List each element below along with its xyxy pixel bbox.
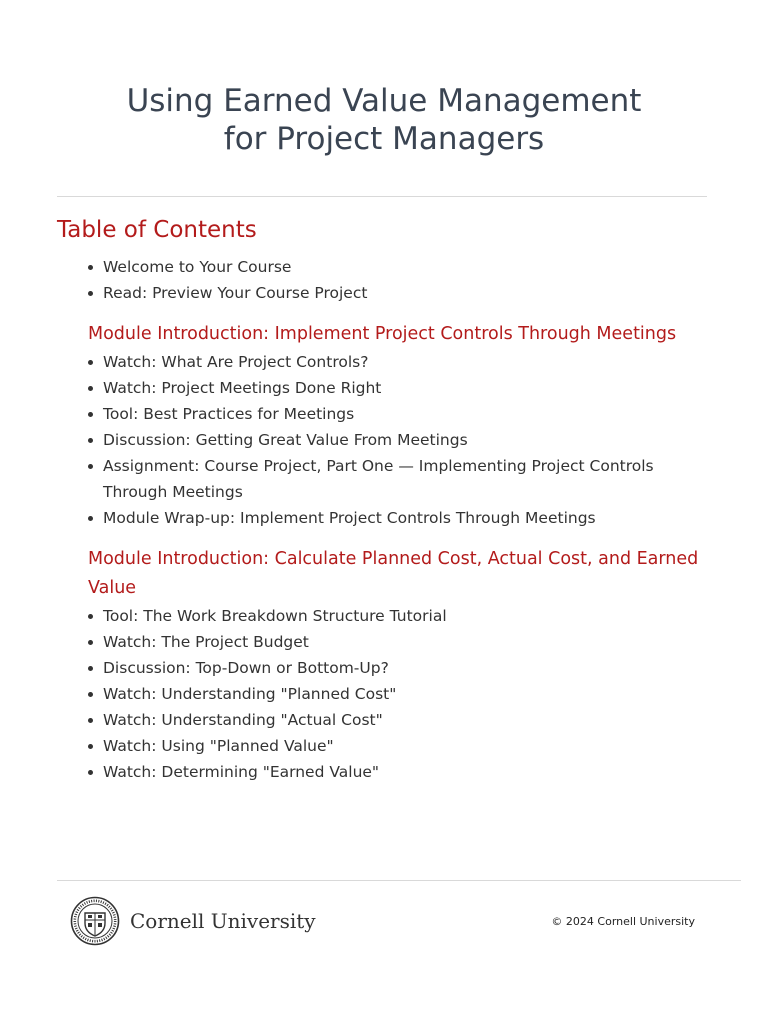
document-title [0, 82, 768, 158]
module-1-list [88, 349, 708, 531]
toc-item-earned-value[interactable]: Watch: Determining "Earned Value" [88, 759, 708, 785]
toc-item-project-controls[interactable]: Watch: What Are Project Controls? [88, 349, 708, 375]
toc-item-best-practices[interactable]: Tool: Best Practices for Meetings [88, 401, 708, 427]
table-of-contents [88, 254, 708, 785]
module-2-list [88, 603, 708, 785]
toc-item-actual-cost[interactable]: Watch: Understanding "Actual Cost" [88, 707, 708, 733]
toc-item-preview-project[interactable]: Read: Preview Your Course Project [88, 280, 708, 306]
cornell-logo [70, 893, 316, 949]
toc-item-meetings-done-right[interactable]: Watch: Project Meetings Done Right [88, 375, 708, 401]
toc-item-wbs-tutorial[interactable]: Tool: The Work Breakdown Structure Tutorial [88, 603, 708, 629]
cornell-seal-icon [70, 896, 120, 946]
toc-heading: Table of Contents [57, 217, 257, 243]
title-divider [57, 196, 707, 197]
toc-item-discussion-meetings[interactable]: Discussion: Getting Great Value From Meetings [88, 427, 708, 453]
toc-item-top-down-bottom-up[interactable]: Discussion: Top-Down or Bottom-Up? [88, 655, 708, 681]
module-1-heading[interactable]: Module Introduction: Implement Project Controls Through Meetings [88, 324, 677, 344]
toc-item-planned-cost[interactable]: Watch: Understanding "Planned Cost" [88, 681, 708, 707]
module-2-heading[interactable]: Module Introduction: Calculate Planned Cost, Actual Cost, and Earned Value [88, 549, 699, 598]
toc-item-module-1-wrap-up[interactable]: Module Wrap-up: Implement Project Controls Through Meetings [88, 505, 708, 531]
footer-divider [57, 880, 741, 881]
logo-wordmark: Cornell University [130, 909, 316, 933]
toc-item-assignment-part-one[interactable]: Assignment: Course Project, Part One — Implementing Project Controls Through Meetings [88, 453, 708, 505]
title-line-2: for Project Managers [223, 121, 545, 157]
toc-item-welcome[interactable]: Welcome to Your Course [88, 254, 708, 280]
title-line-1: Using Earned Value Management [126, 83, 642, 119]
toc-item-project-budget[interactable]: Watch: The Project Budget [88, 629, 708, 655]
toc-item-planned-value[interactable]: Watch: Using "Planned Value" [88, 733, 708, 759]
intro-list [88, 254, 708, 306]
copyright-notice: © 2024 Cornell University [551, 915, 695, 928]
